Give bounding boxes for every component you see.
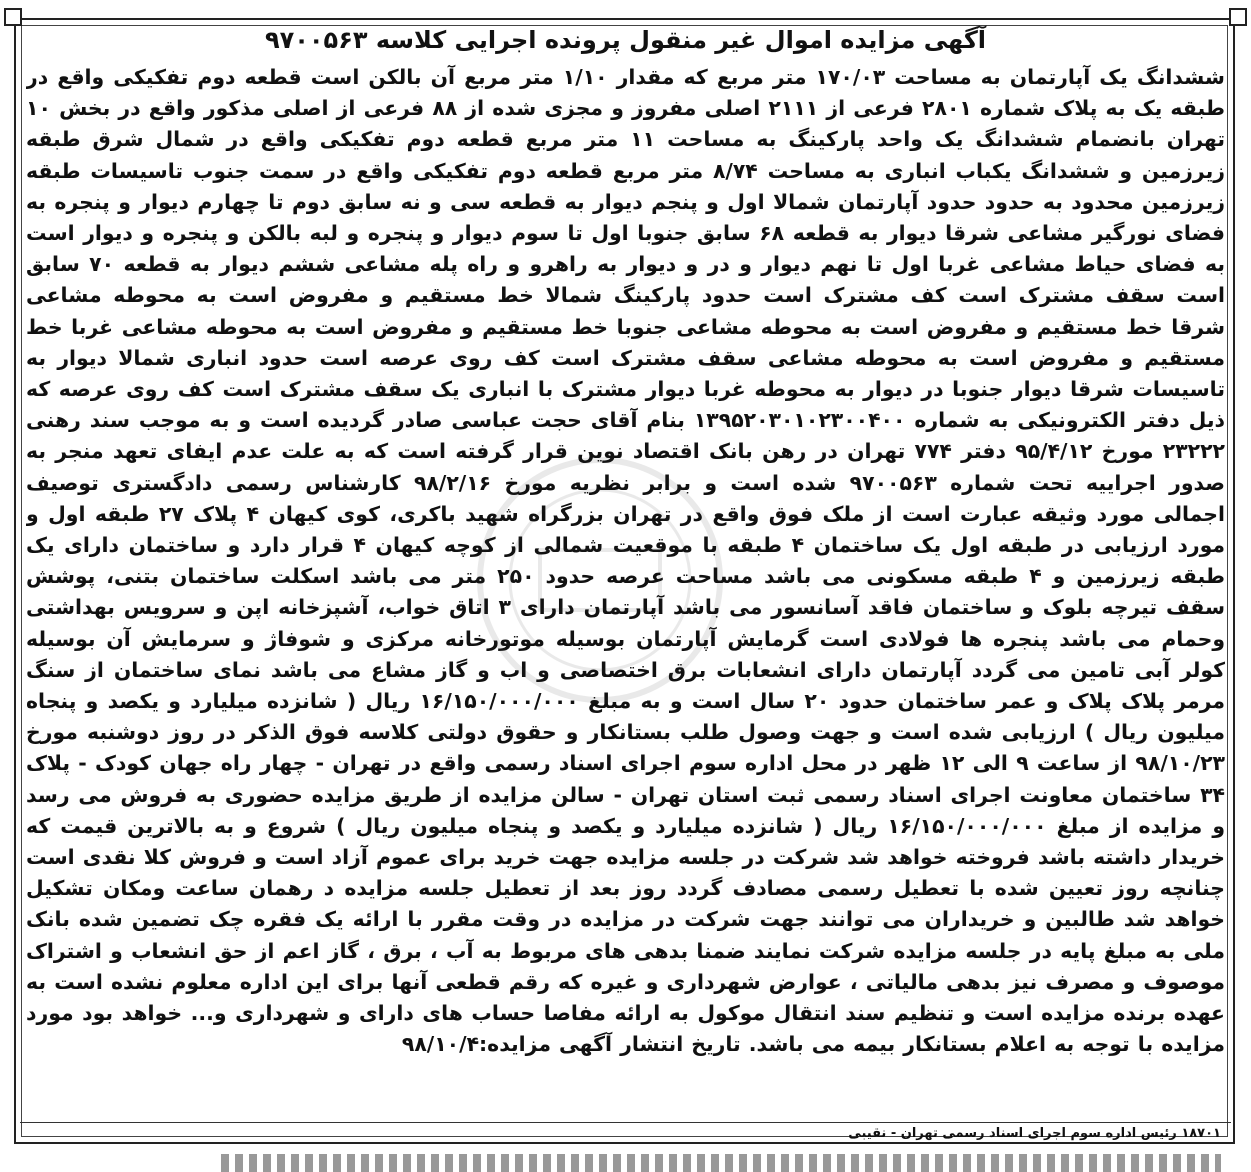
frame-corner-ornament (1229, 8, 1247, 26)
notice-title: آگهی مزایده اموال غیر منقول پرونده اجرایی کلاسه ۹۷۰۰۵۶۳ (264, 26, 987, 54)
notice-signature: ۱۸۷۰۱ رئیس اداره سوم اجرای اسناد رسمی تهران - نقیبی (848, 1126, 1221, 1141)
footer-divider (20, 1122, 1231, 1123)
cropped-next-notice (0, 1150, 1251, 1172)
notice-body (26, 62, 1225, 1092)
cropped-text-fragment (221, 1154, 1221, 1172)
frame-corner-ornament (4, 8, 22, 26)
notice-body-text: ششدانگ یک آپارتمان به مساحت ۱۷۰/۰۳ متر مربع که مقدار ۱/۱۰ متر مربع آن بالکن است قطعه دوم تفکیکی واقع در طبقه یک به پلاک شماره ۲۸۰۱ فرعی از ۲۱۱۱ اصلی مفروز و مجزی شده از ۸۸ فرعی از اصلی مذکور واقع در بخش ۱۰ تهران بانضمام ششدانگ یک واحد پارکینگ به مساحت ۱۱ متر مربع قطعه دوم تفکیکی واقع در شمال شرق طبقه زیرزمین و ششدانگ یکباب انباری به مساحت ۸/۷۴ متر مربع قطعه دوم تفکیکی واقع در سمت جنوب تاسیسات طبقه زیرزمین محدود به حدود حدود آپارتمان شمالا اول و پنجم دیوار به قطعه سی و نه سابق دوم تا چهارم دیوار و پنجره به فضای نورگیر مشاعی شرقا دیوار به قطعه ۶۸ سابق جنوبا اول تا سوم دیوار و پنجره و لبه بالکن و پنجره و دیوار است به فضای حیاط مشاعی غربا اول تا نهم دیوار و در و دیوار به راهرو و راه پله مشاعی ششم دیوار به قطعه ۷۰ سابق است سقف مشترک است کف مشترک است حدود پارکینگ شمالا خط مستقیم و مفروض است به محوطه مشاعی شرقا خط مستقیم و مفروض است به محوطه مشاعی جنوبا خط مستقیم و مفروض است به محوطه مشاعی غربا خط مستقیم و مفروض است به محوطه مشاعی سقف مشترک است کف روی عرصه است حدود انباری شمالا دیوار به تاسیسات شرقا دیوار جنوبا در دیوار به محوطه غربا دیوار مشترک با انباری یک سقف مشترک است کف روی عرصه که ذیل دفتر الکترونیکی به شماره ۱۳۹۵۲۰۳۰۱۰۲۳۰۰۴۰۰ بنام آقای حجت عباسی صادر گردیده است و به موجب سند رهنی ۲۳۲۲۲ مورخ ۹۵/۴/۱۲ دفتر ۷۷۴ تهران در رهن بانک اقتصاد نوین قرار گرفته است که به علت عدم ایفای تعهد منجر به صدور اجراییه تحت شماره ۹۷۰۰۵۶۳ شده است و برابر نظریه مورخ ۹۸/۲/۱۶ کارشناس رسمی دادگستری توصیف اجمالی مورد وثیقه عبارت است از ملک فوق واقع در تهران بزرگراه شهید باکری، کوی کیهان ۴ پلاک ۲۷ طبقه اول و مورد ارزیابی در طبقه اول یک ساختمان ۴ طبقه با موقعیت شمالی از کوچه کیهان ۴ قرار دارد و ساختمان دارای یک طبقه زیرزمین و ۴ طبقه مسکونی می باشد مساحت عرصه حدود ۲۵۰ متر می باشد اسکلت ساختمان بتنی، پوشش سقف تیرچه بلوک و ساختمان فاقد آسانسور می باشد آپارتمان دارای ۳ اتاق خواب، آشپزخانه اپن و سرویس بهداشتی وحمام می باشد پنجره ها فولادی است گرمایش آپارتمان بوسیله موتورخانه مرکزی و شوفاژ و سرمایش آن بوسیله کولر آبی تامین می گردد آپارتمان دارای انشعابات برق اختصاصی و اب و گاز مشاع می باشد نمای ساختمان از سنگ مرمر پلاک پلاک و عمر ساختمان حدود ۲۰ سال است و به مبلغ ۱۶/۱۵۰/۰۰۰/۰۰۰ ریال ( شانزده میلیارد و یکصد و پنجاه میلیون ریال ) ارزیابی شده است و جهت وصول طلب بستانکار و حقوق دولتی کلاسه فوق الذکر در روز دوشنبه مورخ ۹۸/۱۰/۲۳ از ساعت ۹ الی ۱۲ ظهر در محل اداره سوم اجرای اسناد رسمی واقع در تهران - چهار راه جهان کودک - پلاک ۳۴ ساختمان معاونت اجرای اسناد رسمی ثبت استان تهران - سالن مزایده از طریق مزایده حضوری به فروش می رسد و مزایده از مبلغ ۱۶/۱۵۰/۰۰۰/۰۰۰ ریال ( شانزده میلیارد و یکصد و پنجاه میلیون ریال ) شروع و به بالاترین قیمت که خریدار داشته باشد فروخته خواهد شد شرکت در جلسه مزایده جهت خرید برای عموم آزاد است و فروش کلا نقدی است چنانچه روز تعیین شده با تعطیل رسمی مصادف گردد روز بعد از تعطیل جلسه مزایده د رهمان ساعت ومکان تشکیل خواهد شد طالبین و خریداران می توانند جهت شرکت در مزایده در وقت مقرر با ارائه یک فقره چک تضمین شده بانک ملی به مبلغ پایه در جلسه مزایده شرکت نمایند ضمنا بدهی های مربوط به آب ، برق ، گاز اعم از حق انشعاب و اشتراک موصوف و مصرف نیز بدهی مالیاتی ، عوارض شهرداری و غیره که رقم قطعی آنها برای این اداره معلوم نشده است به عهده برنده مزایده است و تنظیم سند انتقال موکول به ارائه مفاصا حساب های دارای و شهرداری و... خواهد بود مورد مزایده با توجه به اعلام بستانکار بیمه می باشد. تاریخ انتشار آگهی مزایده:۹۸/۱۰/۴ (26, 65, 1225, 1057)
